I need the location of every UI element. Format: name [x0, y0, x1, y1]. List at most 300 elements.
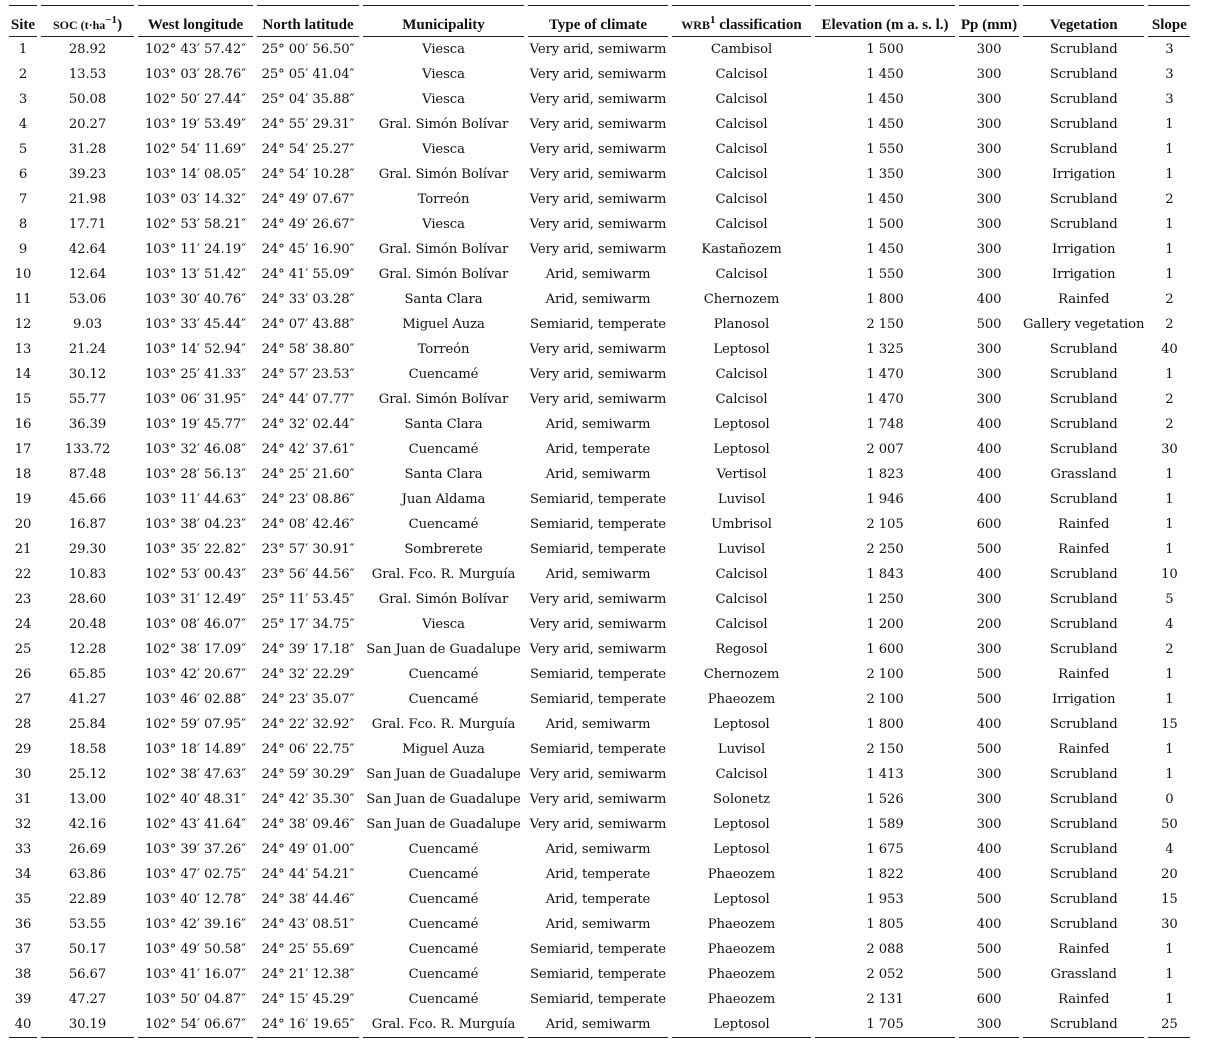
cell-elevation: 2 088 — [866, 942, 904, 957]
cell-slope: 1 — [1165, 942, 1174, 957]
cell-vegetation: Scrubland — [1049, 717, 1118, 732]
cell-pp: 300 — [976, 767, 1002, 782]
cell-type-of-climate: Arid, semiwarm — [545, 842, 651, 857]
cell-elevation: 1 822 — [866, 867, 904, 882]
cell-site: 40 — [9, 1012, 37, 1038]
cell-municipality: Torreón — [417, 342, 470, 357]
cell-north-latitude: 24° 23′ 08.86″ — [261, 492, 355, 507]
cell-elevation: 1 450 — [866, 67, 904, 82]
cell-west-longitude: 103° 14′ 08.05″ — [144, 167, 247, 182]
cell-vegetation: Scrubland — [1049, 142, 1118, 157]
cell-elevation: 1 470 — [866, 392, 904, 407]
cell-site: 37 — [14, 942, 32, 957]
cell-wrb-classification: Leptosol — [713, 417, 770, 432]
cell-slope: 15 — [1161, 717, 1178, 732]
cell-municipality: Cuencamé — [408, 917, 479, 932]
cell-west-longitude: 103° 41′ 16.07″ — [144, 967, 247, 982]
cell-municipality: Juan Aldama — [401, 492, 486, 507]
cell-site: 5 — [18, 142, 28, 157]
cell-site: 8 — [18, 217, 28, 232]
cell-soc: 53.06 — [68, 292, 107, 307]
cell-slope: 1 — [1165, 767, 1174, 782]
cell-north-latitude: 24° 39′ 17.18″ — [261, 642, 355, 657]
cell-site: 27 — [14, 692, 32, 707]
cell-site: 6 — [18, 167, 28, 182]
cell-type-of-climate: Arid, semiwarm — [545, 417, 651, 432]
cell-elevation: 1 705 — [815, 1012, 955, 1038]
cell-pp: 400 — [976, 417, 1002, 432]
table-row — [9, 87, 1190, 112]
cell-elevation: 1 500 — [866, 217, 904, 232]
cell-wrb-classification: Calcisol — [715, 67, 768, 82]
cell-type-of-climate: Very arid, semiwarm — [529, 642, 667, 657]
cell-municipality: San Juan de Guadalupe — [366, 792, 521, 807]
cell-west-longitude: 103° 42′ 39.16″ — [144, 917, 247, 932]
table-row — [9, 337, 1190, 362]
cell-north-latitude: 25° 17′ 34.75″ — [261, 617, 355, 632]
cell-wrb-classification: Leptosol — [713, 892, 770, 907]
cell-north-latitude: 24° 55′ 29.31″ — [261, 117, 355, 132]
cell-pp: 300 — [976, 92, 1002, 107]
cell-site: 18 — [14, 467, 32, 482]
cell-site: 31 — [14, 792, 32, 807]
cell-soc: 9.03 — [73, 317, 102, 332]
cell-north-latitude: 24° 49′ 07.67″ — [261, 192, 355, 207]
table-row — [9, 387, 1190, 412]
cell-elevation: 1 413 — [866, 767, 904, 782]
cell-pp: 300 — [959, 1012, 1019, 1038]
cell-north-latitude: 24° 25′ 21.60″ — [261, 467, 355, 482]
cell-wrb-classification: Calcisol — [715, 117, 768, 132]
table-row — [9, 762, 1190, 787]
cell-soc: 41.27 — [68, 692, 107, 707]
cell-pp: 300 — [976, 42, 1002, 57]
cell-wrb-classification: Calcisol — [715, 142, 768, 157]
cell-municipality: Viesca — [422, 67, 465, 82]
cell-north-latitude: 24° 44′ 54.21″ — [261, 867, 355, 882]
cell-site: 24 — [14, 617, 32, 632]
table-row — [9, 837, 1190, 862]
cell-pp: 400 — [976, 442, 1002, 457]
cell-vegetation: Scrubland — [1023, 1012, 1144, 1038]
cell-slope: 1 — [1165, 217, 1174, 232]
cell-site: 33 — [14, 842, 32, 857]
cell-site: 35 — [14, 892, 32, 907]
table-row — [9, 512, 1190, 537]
cell-vegetation: Scrubland — [1049, 767, 1118, 782]
cell-municipality: Gral. Simón Bolívar — [378, 167, 509, 182]
cell-west-longitude: 103° 19′ 53.49″ — [144, 117, 247, 132]
cell-elevation: 2 100 — [866, 692, 904, 707]
cell-pp: 400 — [976, 292, 1002, 307]
cell-vegetation: Scrubland — [1049, 917, 1118, 932]
cell-vegetation: Rainfed — [1058, 542, 1110, 557]
cell-type-of-climate: Semiarid, temperate — [530, 967, 666, 982]
cell-vegetation: Scrubland — [1049, 392, 1118, 407]
cell-west-longitude: 103° 14′ 52.94″ — [144, 342, 247, 357]
cell-elevation: 2 150 — [866, 742, 904, 757]
cell-site: 20 — [14, 517, 32, 532]
cell-wrb-classification: Phaeozem — [707, 692, 776, 707]
header-soc-suffix: ) — [117, 17, 123, 33]
cell-elevation: 1 450 — [866, 92, 904, 107]
cell-site: 32 — [14, 817, 32, 832]
cell-soc: 87.48 — [68, 467, 107, 482]
cell-type-of-climate: Very arid, semiwarm — [529, 42, 667, 57]
cell-pp: 300 — [976, 592, 1002, 607]
cell-type-of-climate: Semiarid, temperate — [530, 942, 666, 957]
table-row — [9, 137, 1190, 162]
cell-pp: 300 — [976, 217, 1002, 232]
cell-wrb-classification: Calcisol — [715, 192, 768, 207]
cell-elevation: 1 450 — [866, 242, 904, 257]
cell-soc: 36.39 — [68, 417, 107, 432]
cell-vegetation: Irrigation — [1052, 242, 1116, 257]
cell-type-of-climate: Arid, semiwarm — [545, 567, 651, 582]
cell-west-longitude: 103° 11′ 44.63″ — [144, 492, 247, 507]
cell-site: 7 — [18, 192, 28, 207]
cell-wrb-classification: Leptosol — [713, 342, 770, 357]
cell-elevation: 1 526 — [866, 792, 904, 807]
cell-elevation: 2 007 — [866, 442, 904, 457]
cell-site: 9 — [18, 242, 28, 257]
cell-type-of-climate: Very arid, semiwarm — [529, 342, 667, 357]
cell-site: 19 — [14, 492, 32, 507]
cell-soc: 63.86 — [68, 867, 107, 882]
cell-soc: 29.30 — [68, 542, 107, 557]
cell-site: 15 — [14, 392, 32, 407]
cell-type-of-climate: Arid, semiwarm — [545, 717, 651, 732]
header-vegetation: Vegetation — [1023, 5, 1144, 37]
table-row — [9, 612, 1190, 637]
cell-municipality: Torreón — [417, 192, 470, 207]
cell-west-longitude: 102° 53′ 58.21″ — [144, 217, 247, 232]
cell-vegetation: Scrubland — [1049, 867, 1118, 882]
cell-vegetation: Scrubland — [1049, 792, 1118, 807]
cell-elevation: 2 052 — [866, 967, 904, 982]
cell-vegetation: Scrubland — [1049, 492, 1118, 507]
cell-type-of-climate: Very arid, semiwarm — [529, 792, 667, 807]
cell-wrb-classification: Regosol — [715, 642, 768, 657]
cell-vegetation: Scrubland — [1049, 592, 1118, 607]
cell-pp: 300 — [976, 267, 1002, 282]
cell-slope: 1 — [1165, 167, 1174, 182]
cell-wrb-classification: Solonetz — [713, 792, 770, 807]
cell-type-of-climate: Very arid, semiwarm — [529, 167, 667, 182]
table-row — [9, 62, 1190, 87]
cell-type-of-climate: Arid, temperate — [545, 892, 651, 907]
table-row — [9, 262, 1190, 287]
cell-west-longitude: 103° 40′ 12.78″ — [144, 892, 247, 907]
cell-soc: 17.71 — [68, 217, 107, 232]
cell-type-of-climate: Semiarid, temperate — [530, 492, 666, 507]
cell-west-longitude: 102° 38′ 17.09″ — [144, 642, 247, 657]
cell-pp: 600 — [976, 517, 1002, 532]
cell-west-longitude: 103° 13′ 51.42″ — [144, 267, 247, 282]
cell-municipality: Cuencamé — [408, 967, 479, 982]
cell-west-longitude: 102° 38′ 47.63″ — [144, 767, 247, 782]
table-row — [9, 487, 1190, 512]
cell-slope: 30 — [1161, 442, 1178, 457]
cell-municipality: Cuencamé — [408, 367, 479, 382]
cell-slope: 1 — [1165, 542, 1174, 557]
cell-municipality: Gral. Simón Bolívar — [378, 242, 509, 257]
table-row — [9, 162, 1190, 187]
table-row — [9, 987, 1190, 1012]
cell-vegetation: Rainfed — [1058, 292, 1110, 307]
cell-site: 22 — [14, 567, 32, 582]
header-wrb-classification — [672, 5, 811, 37]
cell-wrb-classification: Phaeozem — [707, 917, 776, 932]
cell-wrb-classification: Calcisol — [715, 217, 768, 232]
cell-type-of-climate: Very arid, semiwarm — [529, 242, 667, 257]
cell-wrb-classification: Calcisol — [715, 392, 768, 407]
table-row — [9, 112, 1190, 137]
cell-pp: 500 — [976, 742, 1002, 757]
cell-vegetation: Scrubland — [1049, 92, 1118, 107]
cell-elevation: 1 325 — [866, 342, 904, 357]
cell-soc: 22.89 — [68, 892, 107, 907]
cell-municipality: Cuencamé — [408, 842, 479, 857]
cell-slope: 10 — [1161, 567, 1178, 582]
cell-wrb-classification: Vertisol — [716, 467, 767, 482]
cell-wrb-classification: Calcisol — [715, 767, 768, 782]
table-row — [9, 962, 1190, 987]
header-site: Site — [9, 5, 37, 37]
cell-slope: 2 — [1165, 392, 1174, 407]
cell-slope: 4 — [1165, 842, 1174, 857]
cell-slope: 1 — [1165, 692, 1174, 707]
cell-slope: 1 — [1165, 267, 1174, 282]
cell-pp: 500 — [976, 667, 1002, 682]
cell-wrb-classification: Leptosol — [713, 717, 770, 732]
cell-west-longitude: 103° 35′ 22.82″ — [144, 542, 247, 557]
cell-pp: 300 — [976, 142, 1002, 157]
cell-soc: 10.83 — [68, 567, 107, 582]
table-header — [9, 5, 1190, 37]
header-wrb-prefix: WRB — [681, 18, 710, 32]
cell-municipality: Sombrerete — [404, 542, 483, 557]
cell-pp: 300 — [976, 642, 1002, 657]
cell-elevation: 1 589 — [866, 817, 904, 832]
cell-soc: 13.53 — [68, 67, 107, 82]
cell-municipality: Cuencamé — [408, 942, 479, 957]
cell-soc: 56.67 — [68, 967, 107, 982]
cell-site: 36 — [14, 917, 32, 932]
cell-north-latitude: 24° 21′ 12.38″ — [261, 967, 355, 982]
cell-type-of-climate: Arid, temperate — [545, 867, 651, 882]
cell-type-of-climate: Semiarid, temperate — [530, 517, 666, 532]
cell-soc: 42.64 — [68, 242, 107, 257]
cell-pp: 200 — [976, 617, 1002, 632]
cell-elevation: 1 843 — [866, 567, 904, 582]
cell-soc: 50.17 — [68, 942, 107, 957]
table-row — [9, 687, 1190, 712]
cell-west-longitude: 102° 53′ 00.43″ — [144, 567, 247, 582]
cell-soc: 21.24 — [68, 342, 107, 357]
cell-vegetation: Scrubland — [1049, 617, 1118, 632]
cell-vegetation: Scrubland — [1049, 817, 1118, 832]
cell-pp: 500 — [976, 317, 1002, 332]
cell-wrb-classification: Calcisol — [715, 167, 768, 182]
cell-site: 34 — [14, 867, 32, 882]
cell-municipality: Cuencamé — [408, 992, 479, 1007]
cell-soc: 47.27 — [68, 992, 107, 1007]
cell-type-of-climate: Very arid, semiwarm — [529, 92, 667, 107]
cell-vegetation: Scrubland — [1049, 67, 1118, 82]
cell-wrb-classification: Phaeozem — [707, 992, 776, 1007]
header-slope: Slope — [1148, 5, 1190, 37]
cell-slope: 2 — [1165, 642, 1174, 657]
cell-soc: 31.28 — [68, 142, 107, 157]
cell-municipality: Gral. Fco. R. Murguía — [363, 1012, 524, 1038]
cell-type-of-climate: Very arid, semiwarm — [529, 367, 667, 382]
cell-vegetation: Rainfed — [1058, 942, 1110, 957]
cell-municipality: Cuencamé — [408, 892, 479, 907]
cell-municipality: San Juan de Guadalupe — [366, 767, 521, 782]
cell-wrb-classification: Calcisol — [715, 592, 768, 607]
cell-north-latitude: 25° 11′ 53.45″ — [261, 592, 355, 607]
cell-municipality: Viesca — [422, 42, 465, 57]
cell-north-latitude: 24° 43′ 08.51″ — [261, 917, 355, 932]
cell-type-of-climate: Arid, semiwarm — [545, 267, 651, 282]
cell-wrb-classification: Chernozem — [703, 292, 780, 307]
cell-elevation: 1 500 — [866, 42, 904, 57]
cell-north-latitude: 24° 33′ 03.28″ — [261, 292, 355, 307]
cell-elevation: 1 200 — [866, 617, 904, 632]
cell-municipality: Gral. Fco. R. Murguía — [371, 567, 516, 582]
table-row — [9, 287, 1190, 312]
cell-west-longitude: 103° 32′ 46.08″ — [144, 442, 247, 457]
cell-north-latitude: 24° 06′ 22.75″ — [261, 742, 355, 757]
cell-west-longitude: 102° 50′ 27.44″ — [144, 92, 247, 107]
cell-elevation: 2 131 — [866, 992, 904, 1007]
cell-type-of-climate: Very arid, semiwarm — [529, 67, 667, 82]
cell-municipality: Cuencamé — [408, 692, 479, 707]
cell-wrb-classification: Luvisol — [717, 542, 766, 557]
cell-wrb-classification: Cambisol — [710, 42, 773, 57]
cell-wrb-classification: Phaeozem — [707, 967, 776, 982]
cell-wrb-classification: Kastañozem — [701, 242, 782, 257]
cell-north-latitude: 23° 57′ 30.91″ — [261, 542, 355, 557]
cell-municipality: Gral. Simón Bolívar — [378, 117, 509, 132]
cell-north-latitude: 24° 57′ 23.53″ — [261, 367, 355, 382]
cell-slope: 50 — [1161, 817, 1178, 832]
table-row — [9, 437, 1190, 462]
cell-municipality: Cuencamé — [408, 667, 479, 682]
cell-west-longitude: 103° 47′ 02.75″ — [144, 867, 247, 882]
cell-elevation: 2 105 — [866, 517, 904, 532]
table-row — [9, 237, 1190, 262]
cell-site: 11 — [14, 292, 32, 307]
cell-north-latitude: 24° 25′ 55.69″ — [261, 942, 355, 957]
cell-vegetation: Scrubland — [1049, 567, 1118, 582]
cell-pp: 300 — [976, 242, 1002, 257]
cell-wrb-classification: Leptosol — [713, 842, 770, 857]
cell-wrb-classification: Calcisol — [715, 267, 768, 282]
cell-pp: 300 — [976, 792, 1002, 807]
cell-municipality: Santa Clara — [404, 292, 483, 307]
header-soc-prefix: SOC (t·ha — [52, 18, 106, 32]
cell-slope: 2 — [1165, 292, 1174, 307]
table-row — [9, 862, 1190, 887]
cell-elevation: 1 800 — [866, 292, 904, 307]
cell-vegetation: Gallery vegetation — [1023, 317, 1145, 332]
cell-north-latitude: 24° 54′ 25.27″ — [261, 142, 355, 157]
cell-elevation: 1 748 — [866, 417, 904, 432]
cell-vegetation: Scrubland — [1049, 192, 1118, 207]
header-wrb-suffix: classification — [715, 17, 802, 33]
cell-elevation: 1 550 — [866, 142, 904, 157]
cell-elevation: 1 450 — [866, 192, 904, 207]
cell-slope: 1 — [1165, 492, 1174, 507]
cell-north-latitude: 24° 41′ 55.09″ — [261, 267, 355, 282]
cell-wrb-classification: Calcisol — [715, 367, 768, 382]
cell-pp: 300 — [976, 392, 1002, 407]
cell-type-of-climate: Very arid, semiwarm — [529, 117, 667, 132]
cell-site: 10 — [14, 267, 32, 282]
cell-type-of-climate: Arid, semiwarm — [545, 467, 651, 482]
cell-vegetation: Scrubland — [1049, 842, 1118, 857]
table-row — [9, 412, 1190, 437]
cell-site: 17 — [14, 442, 32, 457]
cell-type-of-climate: Arid, semiwarm — [545, 292, 651, 307]
cell-site: 25 — [14, 642, 32, 657]
cell-municipality: Miguel Auza — [402, 742, 485, 757]
cell-municipality: Miguel Auza — [402, 317, 485, 332]
cell-site: 2 — [18, 67, 28, 82]
cell-vegetation: Scrubland — [1049, 642, 1118, 657]
cell-site: 30 — [14, 767, 32, 782]
cell-north-latitude: 24° 42′ 35.30″ — [261, 792, 355, 807]
cell-type-of-climate: Very arid, semiwarm — [529, 817, 667, 832]
cell-slope: 25 — [1148, 1012, 1190, 1038]
cell-west-longitude: 103° 06′ 31.95″ — [144, 392, 247, 407]
cell-municipality: Cuencamé — [408, 442, 479, 457]
cell-north-latitude: 24° 44′ 07.77″ — [261, 392, 355, 407]
cell-municipality: Viesca — [422, 217, 465, 232]
cell-elevation: 1 800 — [866, 717, 904, 732]
cell-pp: 400 — [976, 567, 1002, 582]
cell-west-longitude: 103° 31′ 12.49″ — [144, 592, 247, 607]
cell-west-longitude: 103° 46′ 02.88″ — [144, 692, 247, 707]
cell-vegetation: Scrubland — [1049, 892, 1118, 907]
cell-north-latitude: 24° 23′ 35.07″ — [261, 692, 355, 707]
cell-municipality: Gral. Simón Bolívar — [378, 267, 509, 282]
cell-soc: 42.16 — [68, 817, 107, 832]
cell-municipality: Gral. Simón Bolívar — [378, 592, 509, 607]
cell-west-longitude: 103° 03′ 14.32″ — [144, 192, 247, 207]
cell-soc: 13.00 — [68, 792, 107, 807]
cell-west-longitude: 103° 25′ 41.33″ — [144, 367, 247, 382]
cell-north-latitude: 24° 38′ 09.46″ — [261, 817, 355, 832]
table-row — [9, 937, 1190, 962]
cell-slope: 40 — [1161, 342, 1178, 357]
cell-elevation: 2 100 — [866, 667, 904, 682]
cell-elevation: 1 250 — [866, 592, 904, 607]
cell-pp: 300 — [976, 117, 1002, 132]
cell-type-of-climate: Arid, semiwarm — [545, 917, 651, 932]
table-row — [9, 312, 1190, 337]
cell-municipality: Santa Clara — [404, 417, 483, 432]
cell-elevation: 2 250 — [866, 542, 904, 557]
cell-vegetation: Scrubland — [1049, 442, 1118, 457]
cell-vegetation: Rainfed — [1058, 992, 1110, 1007]
cell-wrb-classification: Luvisol — [717, 742, 766, 757]
cell-soc: 28.60 — [68, 592, 107, 607]
soil-sites-table — [5, 5, 1194, 1038]
cell-wrb-classification: Leptosol — [672, 1012, 811, 1038]
